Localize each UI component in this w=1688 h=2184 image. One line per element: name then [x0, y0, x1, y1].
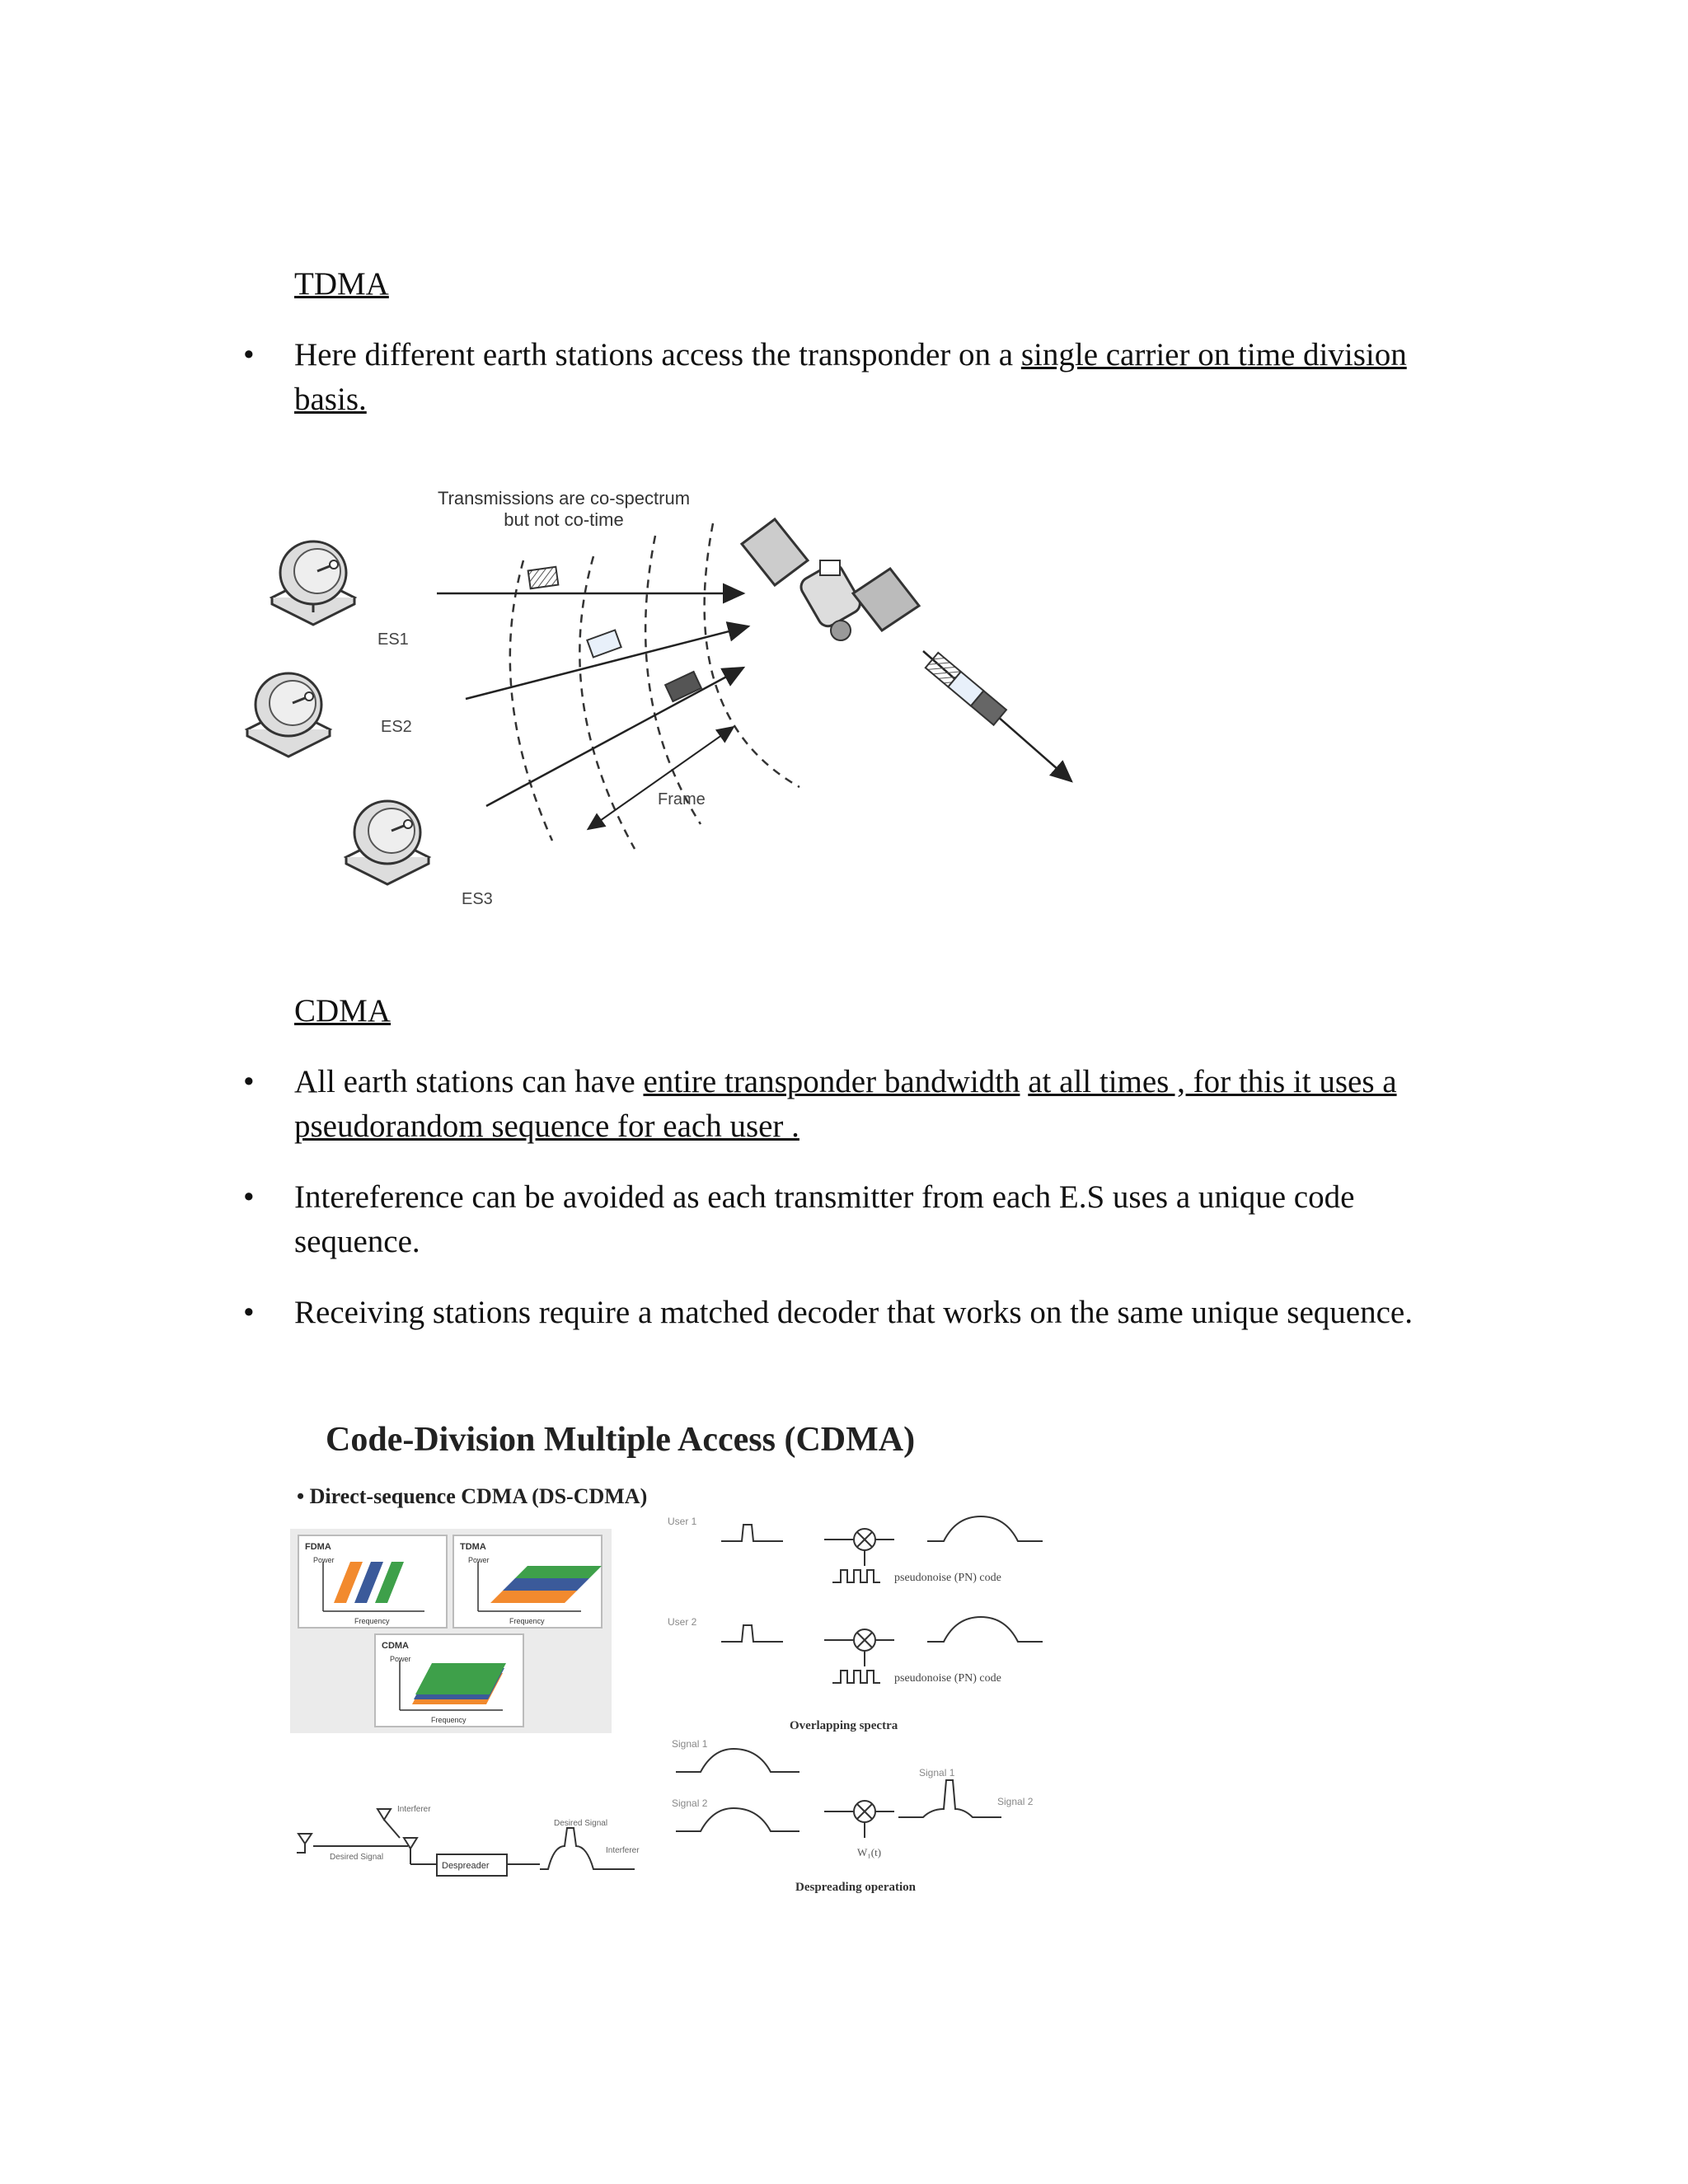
overlapping-spectra-label: Overlapping spectra — [790, 1719, 898, 1732]
frame-label: Frame — [658, 790, 706, 808]
despreader-label: Despreader — [442, 1861, 490, 1871]
cdma-bullet-3-text: Receiving stations require a matched decoder that works on the same unique sequence. — [294, 1295, 1413, 1330]
cdma-bullet-2-text: Intereference can be avoided as each transmitter from each E.S uses a unique code sequence. — [294, 1179, 1355, 1259]
packet-es2 — [587, 630, 621, 658]
pn-code-label-1: pseudonoise (PN) code — [894, 1572, 1001, 1584]
fdma-box — [298, 1535, 447, 1628]
pn-code-label-2: pseudonoise (PN) code — [894, 1672, 1001, 1685]
tdma-heading: TDMA — [294, 266, 389, 302]
svg-text:Frequency: Frequency — [509, 1617, 545, 1625]
signal2-label: Signal 2 — [672, 1797, 708, 1809]
tdma-bullet-1-text: Here different earth stations access the transponder on a single carrier on time division basis. — [294, 337, 1407, 417]
earth-station-1-icon — [272, 541, 354, 625]
es3-arrow — [486, 668, 743, 806]
svg-text:Power: Power — [313, 1556, 335, 1564]
svg-text:Frequency: Frequency — [354, 1617, 390, 1625]
downlink-frame — [926, 653, 1006, 725]
svg-text:Power: Power — [468, 1556, 490, 1564]
svg-text:TDMA: TDMA — [460, 1542, 486, 1552]
w-label: W₁(t) — [857, 1846, 882, 1858]
signal1-despread-label: Signal 1 — [919, 1767, 955, 1779]
bullet-dot: • — [243, 1179, 255, 1215]
user1-label: User 1 — [668, 1516, 697, 1527]
earth-station-2-icon — [247, 673, 330, 757]
user2-label: User 2 — [668, 1616, 697, 1628]
desired-signal-out-label: Desired Signal — [554, 1819, 608, 1828]
cdma-figure — [256, 1401, 1071, 1929]
signal1-label: Signal 1 — [672, 1738, 708, 1750]
svg-text:CDMA: CDMA — [382, 1641, 409, 1651]
svg-text:Power: Power — [390, 1655, 411, 1663]
svg-text:FDMA: FDMA — [305, 1542, 331, 1552]
cdma-bullet-1-text: All earth stations can have entire transponder bandwidth at all times , for this it uses a pseudorandom sequence for each user . — [294, 1064, 1397, 1144]
tdma-caption-line2: but not co-time — [504, 509, 624, 530]
es1-label: ES1 — [377, 630, 409, 649]
packet-es3 — [665, 672, 701, 701]
tdma-caption-line1: Transmissions are co-spectrum — [437, 488, 691, 509]
desired-signal-label: Desired Signal — [330, 1853, 384, 1862]
bullet-dot: • — [243, 337, 255, 373]
satellite-icon — [742, 519, 919, 640]
cdma-figure-title: Code-Division Multiple Access (CDMA) — [326, 1421, 916, 1459]
cdma-heading: CDMA — [294, 993, 392, 1029]
es3-label: ES3 — [462, 890, 493, 908]
cdma-figure-subtitle: • Direct-sequence CDMA (DS-CDMA) — [297, 1484, 648, 1508]
packet-es1 — [528, 567, 559, 589]
bullet-dot: • — [243, 1064, 255, 1099]
despreading-operation-label: Despreading operation — [795, 1881, 916, 1894]
es2-label: ES2 — [381, 718, 412, 736]
signal-spectra — [676, 1749, 1001, 1838]
signal2-despread-label: Signal 2 — [997, 1796, 1034, 1807]
tdma-figure — [239, 478, 1104, 923]
tdma-box — [453, 1535, 602, 1628]
interferer-label: Interferer — [397, 1805, 431, 1814]
interferer-out-label: Interferer — [606, 1846, 640, 1855]
earth-station-3-icon — [346, 801, 429, 884]
bullet-dot: • — [243, 1295, 255, 1330]
cdma-box — [375, 1634, 523, 1727]
svg-text:Frequency: Frequency — [431, 1716, 467, 1724]
